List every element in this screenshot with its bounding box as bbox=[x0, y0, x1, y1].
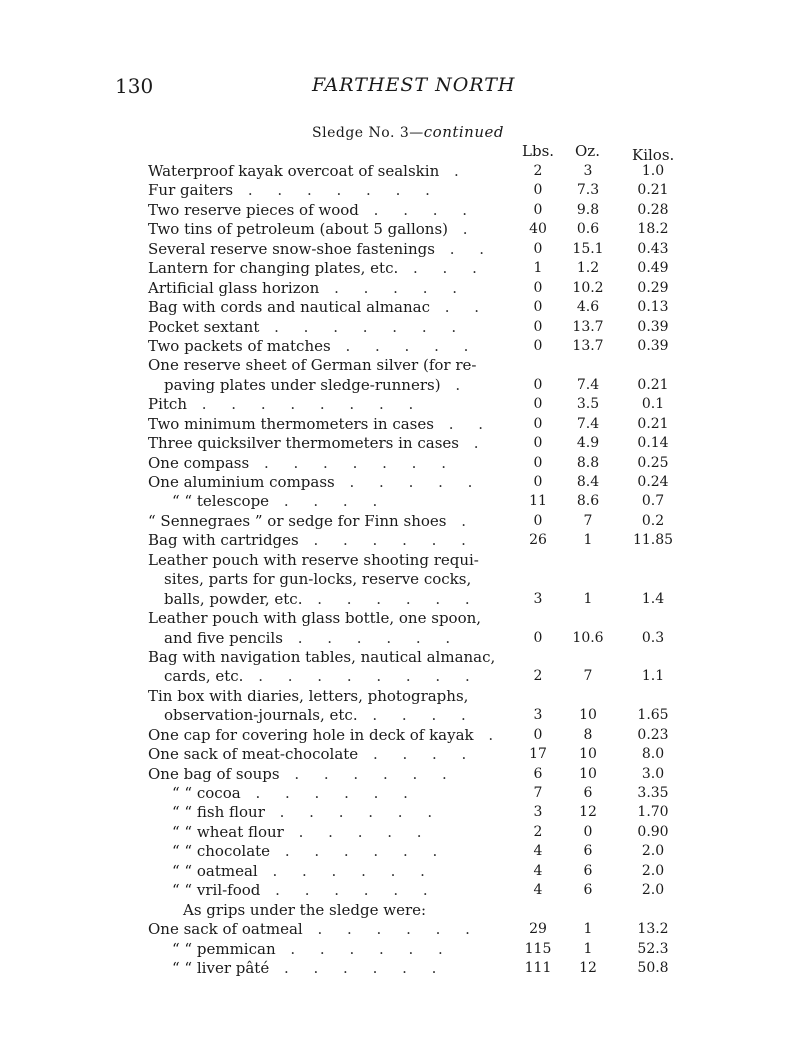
item-description bbox=[148, 434, 489, 453]
item-text: One bag of soups bbox=[148, 764, 280, 783]
value-kilos: 0.7 bbox=[641, 493, 665, 510]
item-description bbox=[164, 706, 476, 725]
caption-title: Sledge No. 3— bbox=[312, 125, 424, 141]
item-text: As grips under the sledge were: bbox=[183, 900, 427, 919]
value-lbs: 0 bbox=[533, 629, 543, 646]
value-lbs: 40 bbox=[529, 221, 547, 238]
table-row bbox=[148, 492, 688, 511]
table-row bbox=[148, 648, 688, 667]
caption-continued: continued bbox=[423, 123, 504, 141]
value-oz: 10 bbox=[579, 765, 597, 782]
value-lbs: 0 bbox=[533, 376, 543, 393]
value-oz: 4.6 bbox=[576, 299, 600, 316]
item-description bbox=[148, 201, 477, 220]
item-description bbox=[148, 259, 487, 278]
value-oz: 8 bbox=[583, 726, 593, 743]
value-kilos: 2.0 bbox=[641, 862, 665, 879]
item-description bbox=[148, 279, 467, 298]
leader-dots: . . . . . . bbox=[279, 764, 457, 783]
value-lbs: 4 bbox=[533, 862, 543, 879]
item-text: Pitch bbox=[148, 395, 187, 414]
item-text: Three quicksilver thermometers in cases bbox=[148, 434, 459, 453]
value-oz: 15.1 bbox=[572, 240, 604, 257]
item-text: Fur gaiters bbox=[148, 181, 234, 200]
item-text: sites, parts for gun-locks, reserve cocks, bbox=[164, 570, 472, 589]
value-oz: 1 bbox=[583, 921, 593, 938]
value-kilos: 0.13 bbox=[637, 299, 669, 316]
table-row bbox=[148, 512, 688, 531]
item-description bbox=[164, 570, 471, 589]
value-kilos: 3.0 bbox=[641, 765, 665, 782]
leader-dots: . . . bbox=[398, 259, 487, 278]
value-kilos: 52.3 bbox=[637, 940, 669, 957]
item-text: Leather pouch with glass bottle, one spoon, bbox=[148, 609, 482, 628]
leader-dots: . . . . . . bbox=[260, 881, 438, 900]
value-oz: 6 bbox=[583, 843, 593, 860]
table-row bbox=[148, 181, 688, 200]
value-oz: 8.4 bbox=[576, 474, 600, 490]
value-lbs: 3 bbox=[533, 590, 543, 607]
value-oz: 7 bbox=[583, 668, 593, 685]
running-head: FARTHEST NORTH bbox=[312, 74, 516, 96]
item-description bbox=[172, 959, 446, 978]
value-lbs: 111 bbox=[524, 959, 552, 976]
value-lbs: 3 bbox=[533, 804, 543, 821]
item-text: One aluminium compass bbox=[148, 473, 335, 491]
value-lbs: 0 bbox=[533, 454, 543, 471]
leader-dots: . . . . . . . bbox=[259, 317, 467, 336]
value-kilos: 11.85 bbox=[632, 532, 674, 549]
value-lbs: 115 bbox=[524, 940, 552, 957]
value-lbs: 7 bbox=[533, 785, 543, 801]
table-row bbox=[148, 318, 688, 337]
table-row bbox=[148, 590, 688, 609]
leader-dots: . . . . bbox=[358, 200, 478, 219]
value-kilos: 0.28 bbox=[637, 201, 669, 218]
leader-dots: . bbox=[458, 434, 489, 453]
table-row bbox=[148, 959, 688, 978]
value-lbs: 0 bbox=[533, 415, 543, 432]
item-text: “ “ oatmeal bbox=[172, 861, 258, 880]
value-lbs: 0 bbox=[533, 474, 543, 490]
leader-dots: . . . . . bbox=[283, 822, 432, 841]
leader-dots: . . . . . . bbox=[257, 861, 435, 880]
value-lbs: 6 bbox=[533, 765, 543, 782]
value-oz: 3.5 bbox=[576, 396, 600, 413]
table-row bbox=[148, 920, 688, 939]
value-kilos: 13.2 bbox=[637, 921, 669, 938]
table-row bbox=[148, 745, 688, 764]
value-oz: 10.2 bbox=[572, 279, 604, 296]
item-text: Tin box with diaries, letters, photographs, bbox=[148, 686, 469, 705]
table-row bbox=[148, 901, 688, 920]
value-lbs: 0 bbox=[533, 512, 543, 529]
leader-dots: . . bbox=[429, 298, 490, 317]
leader-dots: . . . . . bbox=[319, 278, 467, 297]
value-lbs: 29 bbox=[529, 921, 547, 938]
value-oz: 1.2 bbox=[576, 260, 600, 277]
table-row bbox=[148, 162, 688, 181]
leader-dots: . . bbox=[433, 414, 494, 433]
table-row bbox=[148, 803, 688, 822]
value-kilos: 0.21 bbox=[637, 376, 669, 393]
table-row bbox=[148, 784, 688, 803]
table-row bbox=[148, 570, 688, 589]
item-text: One sack of meat-chocolate bbox=[148, 745, 359, 764]
value-lbs: 0 bbox=[533, 240, 543, 257]
item-description bbox=[148, 220, 478, 239]
value-lbs: 26 bbox=[529, 532, 547, 549]
leader-dots: . . . . bbox=[358, 745, 477, 764]
value-lbs: 2 bbox=[533, 823, 543, 840]
value-oz: 8.8 bbox=[576, 454, 600, 471]
value-lbs: 0 bbox=[533, 337, 543, 354]
item-description bbox=[148, 473, 482, 492]
table-row bbox=[148, 667, 688, 686]
item-description bbox=[148, 298, 489, 317]
leader-dots: . . . . . . bbox=[298, 531, 476, 550]
item-description bbox=[148, 531, 476, 550]
item-text: Leather pouch with reserve shooting requi- bbox=[148, 550, 479, 569]
item-description bbox=[164, 629, 460, 648]
value-kilos: 1.1 bbox=[641, 668, 665, 685]
item-text: Artificial glass horizon bbox=[148, 278, 320, 297]
item-text: Two reserve pieces of wood bbox=[148, 200, 359, 219]
table-row bbox=[148, 765, 688, 784]
item-description bbox=[172, 784, 418, 803]
value-lbs: 2 bbox=[533, 668, 543, 685]
value-kilos: 0.49 bbox=[637, 260, 669, 277]
table-row bbox=[148, 687, 688, 706]
item-description bbox=[148, 687, 468, 706]
value-oz: 10 bbox=[579, 707, 597, 724]
leader-dots: . . . . . bbox=[334, 473, 483, 491]
item-description bbox=[172, 823, 432, 842]
item-description bbox=[172, 842, 447, 861]
item-description bbox=[148, 512, 476, 531]
value-lbs: 4 bbox=[533, 843, 543, 860]
table-row bbox=[148, 823, 688, 842]
item-description bbox=[148, 181, 440, 200]
item-description bbox=[148, 240, 494, 259]
leader-dots: . . . . . . . bbox=[249, 453, 456, 472]
leader-dots: . . . . . . bbox=[302, 589, 480, 608]
value-kilos: 1.70 bbox=[637, 804, 669, 821]
table-row bbox=[148, 434, 688, 453]
item-text: observation-journals, etc. bbox=[164, 706, 358, 725]
value-oz: 1 bbox=[583, 940, 593, 957]
column-header-lbs: Lbs. bbox=[522, 142, 555, 160]
item-description bbox=[148, 648, 495, 667]
column-header-oz: Oz. bbox=[575, 142, 600, 160]
value-oz: 12 bbox=[579, 959, 597, 976]
value-oz: 4.9 bbox=[576, 435, 600, 452]
value-kilos: 0.24 bbox=[637, 474, 669, 490]
table-row bbox=[148, 298, 688, 317]
value-lbs: 4 bbox=[533, 882, 543, 899]
leader-dots: . . . . . . bbox=[240, 784, 418, 802]
table-row bbox=[148, 940, 688, 959]
item-text: Several reserve snow-shoe fastenings bbox=[148, 239, 435, 258]
leader-dots: . . . . . bbox=[330, 336, 479, 355]
table-row bbox=[148, 629, 688, 648]
item-description bbox=[148, 609, 481, 628]
table-caption bbox=[312, 123, 504, 141]
table-row bbox=[148, 279, 688, 298]
value-oz: 8.6 bbox=[576, 493, 600, 510]
inventory-table bbox=[148, 162, 688, 978]
value-oz: 1 bbox=[583, 532, 593, 549]
value-oz: 6 bbox=[583, 862, 593, 879]
item-text: Pocket sextant bbox=[148, 317, 260, 336]
value-kilos: 8.0 bbox=[641, 746, 665, 763]
value-oz: 6 bbox=[583, 785, 593, 801]
value-kilos: 0.1 bbox=[641, 396, 665, 413]
leader-dots: . . . . . . . bbox=[233, 181, 440, 200]
item-description bbox=[148, 337, 478, 356]
value-lbs: 0 bbox=[533, 299, 543, 316]
item-text: One compass bbox=[148, 453, 250, 472]
value-lbs: 0 bbox=[533, 396, 543, 413]
table-row bbox=[148, 337, 688, 356]
table-row bbox=[148, 454, 688, 473]
table-row bbox=[148, 726, 688, 745]
item-text: Two tins of petroleum (about 5 gallons) bbox=[148, 220, 449, 239]
value-kilos: 0.90 bbox=[637, 823, 669, 840]
item-description bbox=[148, 318, 466, 337]
page-number: 130 bbox=[115, 74, 154, 98]
leader-dots: . . . . . . bbox=[270, 842, 448, 861]
table-row bbox=[148, 415, 688, 434]
item-text: “ “ fish flour bbox=[172, 803, 265, 822]
item-description bbox=[172, 862, 435, 881]
value-kilos: 0.23 bbox=[637, 726, 669, 743]
value-lbs: 0 bbox=[533, 182, 543, 199]
table-row bbox=[148, 201, 688, 220]
item-text: One reserve sheet of German silver (for re- bbox=[148, 356, 477, 375]
table-row bbox=[148, 609, 688, 628]
item-description bbox=[148, 415, 493, 434]
value-lbs: 2 bbox=[533, 163, 543, 179]
value-kilos: 0.43 bbox=[637, 240, 669, 257]
leader-dots: . bbox=[448, 220, 478, 239]
value-lbs: 0 bbox=[533, 201, 543, 218]
item-description bbox=[148, 745, 476, 764]
item-description bbox=[148, 920, 480, 939]
table-row bbox=[148, 395, 688, 414]
value-oz: 9.8 bbox=[576, 201, 600, 218]
table-row bbox=[148, 842, 688, 861]
leader-dots: . . . . . . . . bbox=[186, 395, 424, 414]
item-text: One sack of oatmeal bbox=[148, 920, 303, 939]
value-oz: 7.3 bbox=[576, 182, 600, 199]
value-oz: 7.4 bbox=[576, 415, 600, 432]
value-kilos: 0.39 bbox=[637, 337, 669, 354]
item-text: Waterproof kayak overcoat of sealskin bbox=[148, 162, 440, 180]
leader-dots: . bbox=[473, 725, 504, 744]
value-oz: 7 bbox=[583, 512, 593, 529]
leader-dots: . . . . . . bbox=[264, 803, 443, 822]
item-text: Bag with navigation tables, nautical almanac, bbox=[148, 647, 496, 666]
table-row bbox=[148, 551, 688, 570]
item-description bbox=[148, 162, 469, 181]
item-text: and five pencils bbox=[164, 628, 283, 647]
table-row bbox=[148, 220, 688, 239]
leader-dots: . bbox=[446, 511, 477, 530]
item-description bbox=[148, 726, 503, 745]
value-kilos: 0.3 bbox=[641, 629, 665, 646]
item-description bbox=[164, 376, 470, 395]
value-lbs: 1 bbox=[533, 260, 543, 277]
table-row bbox=[148, 240, 688, 259]
item-text: “ Sennegraes ” or sedge for Finn shoes bbox=[148, 511, 447, 530]
item-text: Bag with cords and nautical almanac bbox=[148, 298, 430, 317]
item-text: One cap for covering hole in deck of kayak bbox=[148, 725, 474, 744]
item-description bbox=[172, 492, 387, 511]
value-kilos: 0.21 bbox=[637, 415, 669, 432]
value-kilos: 50.8 bbox=[637, 959, 669, 976]
item-description bbox=[148, 765, 457, 784]
item-description bbox=[164, 590, 480, 609]
value-oz: 0 bbox=[583, 823, 593, 840]
value-kilos: 1.0 bbox=[641, 163, 665, 179]
table-row bbox=[148, 376, 688, 395]
table-row bbox=[148, 706, 688, 725]
table-row bbox=[148, 531, 688, 550]
value-kilos: 0.2 bbox=[641, 512, 665, 529]
leader-dots: . . . . . . bbox=[302, 920, 480, 939]
item-description bbox=[148, 551, 479, 570]
leader-dots: . . bbox=[434, 239, 495, 258]
item-text: paving plates under sledge-runners) bbox=[164, 375, 441, 394]
item-text: “ “ cocoa bbox=[172, 784, 241, 802]
value-lbs: 0 bbox=[533, 279, 543, 296]
value-oz: 13.7 bbox=[572, 318, 604, 335]
value-oz: 7.4 bbox=[576, 376, 600, 393]
item-description bbox=[148, 454, 456, 473]
table-row bbox=[148, 881, 688, 900]
item-description bbox=[164, 667, 480, 686]
value-kilos: 1.65 bbox=[637, 707, 669, 724]
value-oz: 6 bbox=[583, 882, 593, 899]
item-text: “ “ telescope bbox=[172, 492, 270, 511]
leader-dots: . bbox=[440, 375, 471, 394]
table-row bbox=[148, 473, 688, 492]
item-text: balls, powder, etc. bbox=[164, 589, 303, 608]
item-text: Lantern for changing plates, etc. bbox=[148, 259, 399, 278]
value-kilos: 0.39 bbox=[637, 318, 669, 335]
table-row bbox=[148, 862, 688, 881]
item-text: Two packets of matches bbox=[148, 336, 331, 355]
value-kilos: 18.2 bbox=[637, 221, 669, 238]
value-kilos: 0.14 bbox=[637, 435, 669, 452]
value-lbs: 17 bbox=[529, 746, 547, 763]
value-kilos: 3.35 bbox=[637, 785, 669, 801]
item-description bbox=[148, 395, 423, 414]
value-oz: 12 bbox=[579, 804, 597, 821]
table-row bbox=[148, 259, 688, 278]
value-lbs: 3 bbox=[533, 707, 543, 724]
value-lbs: 0 bbox=[533, 726, 543, 743]
leader-dots: . . . . . . bbox=[269, 958, 447, 977]
value-kilos: 0.21 bbox=[637, 182, 669, 199]
value-kilos: 0.29 bbox=[637, 279, 669, 296]
value-lbs: 0 bbox=[533, 318, 543, 335]
item-text: “ “ chocolate bbox=[172, 842, 271, 861]
item-text: “ “ vril-food bbox=[172, 881, 261, 900]
value-oz: 1 bbox=[583, 590, 593, 607]
value-oz: 13.7 bbox=[572, 337, 604, 354]
item-text: Two minimum thermometers in cases bbox=[148, 414, 434, 433]
value-kilos: 2.0 bbox=[641, 843, 665, 860]
table-row bbox=[148, 356, 688, 375]
value-oz: 0.6 bbox=[576, 221, 600, 238]
value-kilos: 2.0 bbox=[641, 882, 665, 899]
leader-dots: . . . . . . bbox=[275, 939, 453, 958]
item-description bbox=[172, 940, 453, 959]
leader-dots: . bbox=[439, 162, 469, 180]
item-description bbox=[172, 881, 438, 900]
value-oz: 10 bbox=[579, 746, 597, 763]
value-kilos: 1.4 bbox=[641, 590, 665, 607]
item-text: “ “ pemmican bbox=[172, 939, 276, 958]
leader-dots: . . . . . . bbox=[282, 628, 461, 647]
leader-dots: . . . . bbox=[357, 706, 476, 725]
item-description bbox=[148, 356, 476, 375]
item-description bbox=[172, 803, 442, 822]
value-oz: 10.6 bbox=[572, 629, 604, 646]
leader-dots: . . . . bbox=[269, 492, 388, 511]
item-text: “ “ wheat flour bbox=[172, 822, 284, 841]
item-description bbox=[183, 901, 426, 920]
leader-dots: . . . . . . . . bbox=[243, 667, 480, 686]
column-header-kilos: Kilos. bbox=[632, 146, 675, 164]
value-oz: 3 bbox=[583, 163, 593, 179]
item-text: cards, etc. bbox=[164, 667, 244, 686]
value-lbs: 11 bbox=[529, 493, 547, 510]
value-lbs: 0 bbox=[533, 435, 543, 452]
value-kilos: 0.25 bbox=[637, 454, 669, 471]
item-text: Bag with cartridges bbox=[148, 531, 299, 550]
item-text: “ “ liver pâté bbox=[172, 958, 270, 977]
